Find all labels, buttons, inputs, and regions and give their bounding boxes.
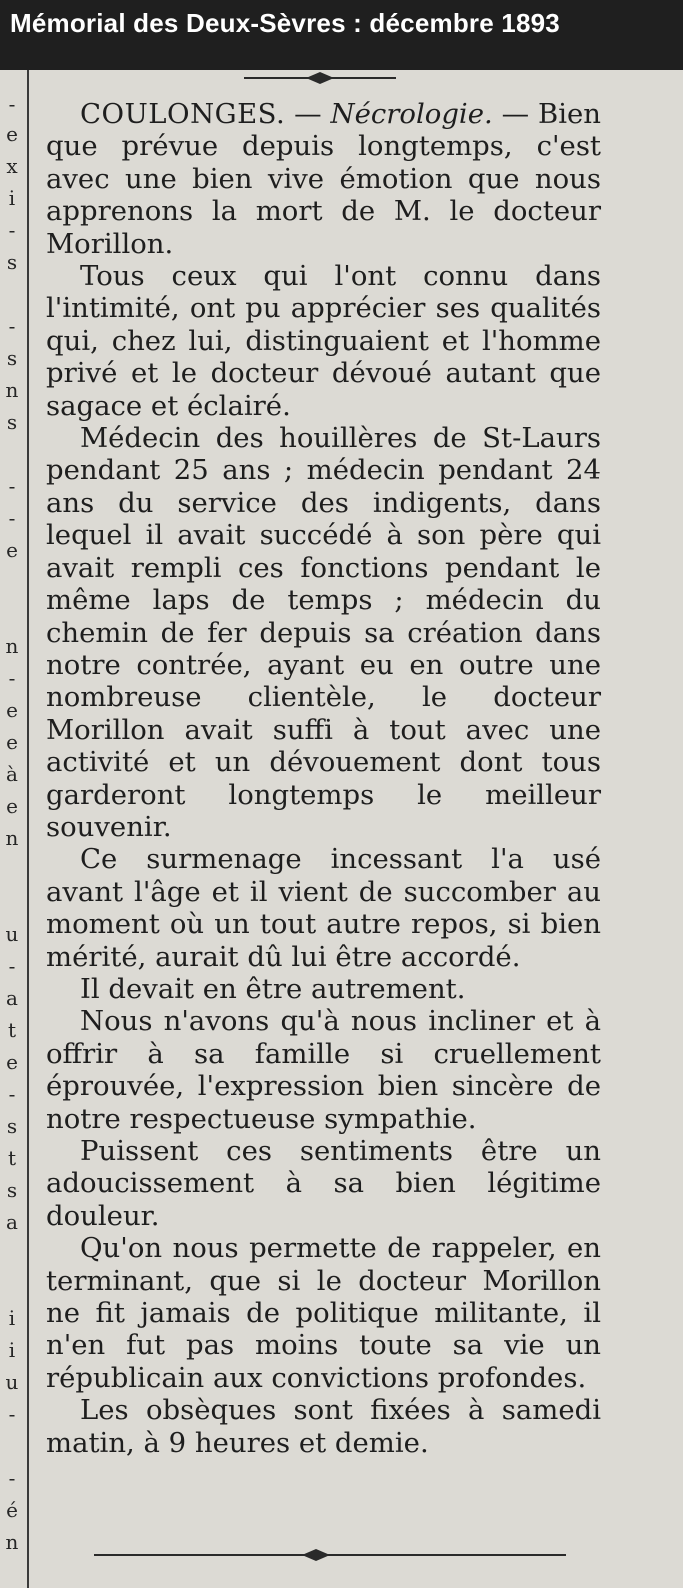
fragment-char: -: [8, 954, 16, 978]
fragment-char: i: [8, 1338, 16, 1362]
fragment-char: -: [8, 474, 16, 498]
bottom-ornament-rule: [90, 1547, 570, 1563]
fragment-char: n: [5, 826, 19, 850]
fragment-char: -: [8, 1402, 16, 1426]
fragment-char: s: [6, 1178, 18, 1202]
fragment-char: s: [6, 410, 18, 434]
left-column-fragments: [0, 70, 24, 1588]
fragment-char: a: [6, 1210, 18, 1234]
fragment-char: x: [6, 154, 18, 178]
article-paragraph: Ce surmenage incessant l'a usé avant l'âge et il vient de succomber au moment où un tout autre repos, si bien mérité, aurait dû lui être accordé.: [46, 843, 601, 973]
fragment-char: e: [6, 122, 18, 146]
fragment-char: t: [7, 1018, 17, 1042]
column-rule: [27, 70, 29, 1588]
fragment-char: n: [5, 1530, 19, 1554]
fragment-char: u: [5, 922, 19, 946]
top-ornament-rule: [240, 70, 400, 86]
fragment-char: t: [7, 1146, 17, 1170]
fragment-char: s: [6, 250, 18, 274]
fragment-char: -: [8, 1466, 16, 1490]
title-bar: [0, 0, 683, 70]
page-title: Mémorial des Deux-Sèvres : décembre 1893: [10, 8, 560, 38]
fragment-char: e: [6, 794, 18, 818]
article-paragraph: Médecin des houillères de St-Laurs pendant 25 ans ; médecin pendant 24 ans du service des indigents, dans lequel il avait succédé à son père qui avait rempli ces fonctions pendant le même laps de temps ; médecin du chemin de fer depuis sa création dans notre contrée, ayant eu en outre une nombreuse clientèle, le docteur Morillon avait suffi à tout avec une activité et un dévouement dont tous garderont longtemps le meilleur souvenir.: [46, 422, 601, 843]
article-paragraph: Les obsèques sont fixées à samedi matin, à 9 heures et demie.: [46, 1394, 601, 1459]
fragment-char: s: [6, 346, 18, 370]
fragment-char: e: [6, 538, 18, 562]
fragment-char: a: [6, 986, 18, 1010]
fragment-char: i: [8, 1306, 16, 1330]
fragment-char: -: [8, 314, 16, 338]
fragment-char: u: [5, 1370, 19, 1394]
article-paragraph: Tous ceux qui l'ont connu dans l'intimité, ont pu apprécier ses qualités qui, chez lui, distinguaient et l'homme privé et le docteur dévoué autant que sagace et éclairé.: [46, 260, 601, 422]
fragment-char: -: [8, 506, 16, 530]
fragment-char: n: [5, 634, 19, 658]
paragraph-text: Bien que prévue depuis longtemps, c'est avec une bien vive émotion que nous apprenons la mort de M. le docteur Morillon.: [46, 98, 601, 260]
article-body: [46, 98, 601, 1459]
fragment-char: -: [8, 666, 16, 690]
fragment-char: à: [6, 762, 18, 786]
fragment-char: n: [5, 378, 19, 402]
article-paragraph: COULONGES. — Nécrologie. — Bien que prévue depuis longtemps, c'est avec une bien vive émotion que nous apprenons la mort de M. le docteur Morillon.: [46, 98, 601, 260]
article-paragraph: Qu'on nous permette de rappeler, en terminant, que si le docteur Morillon ne fit jamais de politique militante, il n'en fut pas moins toute sa vie un républicain aux convictions profondes.: [46, 1232, 601, 1394]
fragment-char: e: [6, 698, 18, 722]
fragment-char: i: [8, 186, 16, 210]
article-dateline: COULONGES.: [80, 98, 286, 130]
fragment-char: -: [8, 1082, 16, 1106]
fragment-char: s: [6, 1114, 18, 1138]
article-paragraph: Puissent ces sentiments être un adoucissement à sa bien légitime douleur.: [46, 1135, 601, 1232]
article-section: Nécrologie.: [330, 98, 493, 130]
fragment-char: -: [8, 92, 16, 116]
article-paragraph: Nous n'avons qu'à nous incliner et à offrir à sa famille si cruellement éprouvée, l'expression bien sincère de notre respectueuse sympathie.: [46, 1005, 601, 1135]
fragment-char: e: [6, 730, 18, 754]
fragment-char: é: [6, 1498, 18, 1522]
article-paragraph: Il devait en être autrement.: [80, 972, 466, 1005]
fragment-char: -: [8, 218, 16, 242]
fragment-char: e: [6, 1050, 18, 1074]
